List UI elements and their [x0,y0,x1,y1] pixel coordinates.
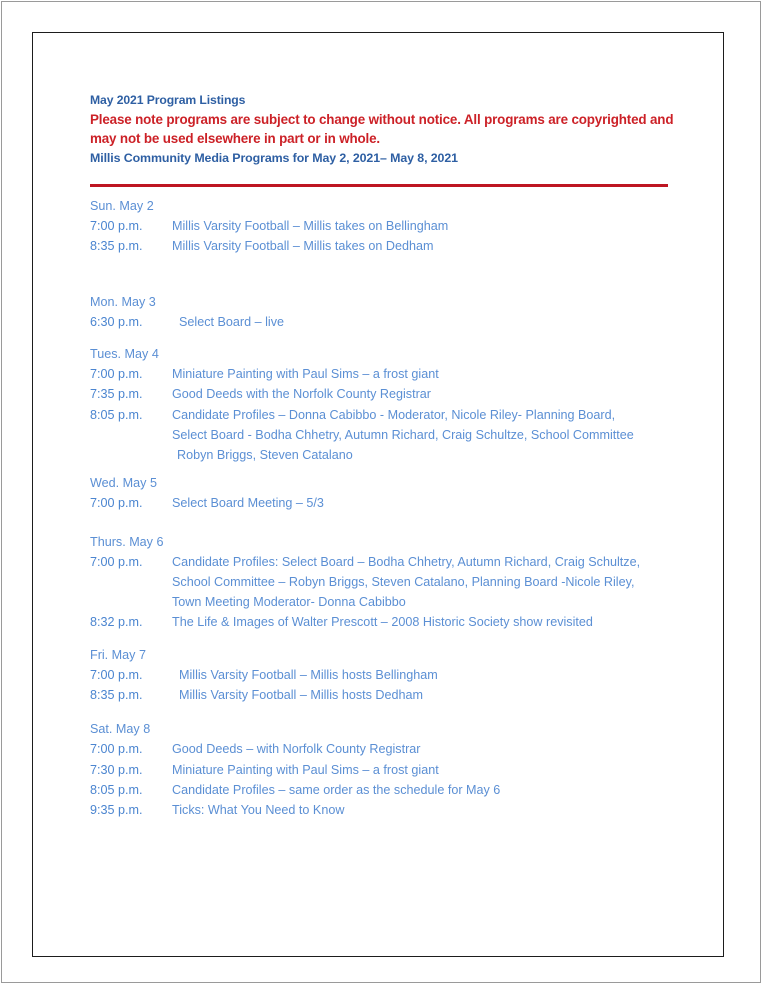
horizontal-divider [90,184,668,187]
program-entry [90,665,690,685]
program-time: 7:00 p.m. [90,367,143,382]
program-description-line: Select Board – live [179,314,285,329]
program-entry [90,685,690,705]
program-entry [90,216,690,236]
program-time: 6:30 p.m. [90,314,143,329]
section-spacer [90,257,690,292]
program-description [172,800,690,820]
program-entry [90,312,690,332]
program-schedule [90,196,690,820]
program-entry [90,552,690,613]
program-time: 8:05 p.m. [90,407,143,422]
program-time: 7:35 p.m. [90,387,143,402]
program-description-line: School Committee – Robyn Briggs, Steven Catalano, Planning Board -Nicole Riley, [172,575,635,590]
program-time: 7:00 p.m. [90,496,143,511]
program-time: 9:35 p.m. [90,803,143,818]
program-time: 8:35 p.m. [90,688,143,703]
program-description [172,236,690,256]
day-heading: Sat. May 8 [90,722,151,737]
program-description [172,364,690,384]
program-entry [90,236,690,256]
program-description-line: Select Board Meeting – 5/3 [172,496,324,511]
program-entry [90,405,690,466]
day-block [90,292,690,332]
day-heading: Wed. May 5 [90,476,157,491]
copyright-notice: Please note programs are subject to change without notice. All programs are copyrighted and may not be used elsewhere in part or in whole. [90,111,674,147]
program-description [172,739,690,759]
program-description-line: Miniature Painting with Paul Sims – a frost giant [172,762,439,777]
program-description-line: The Life & Images of Walter Prescott – 2008 Historic Society show revisited [172,615,593,630]
program-entry [90,493,690,513]
section-spacer [90,514,690,532]
program-time: 7:00 p.m. [90,742,143,757]
section-spacer [90,633,690,645]
program-entry [90,612,690,632]
document-page [32,32,724,957]
program-description-line: Candidate Profiles – Donna Cabibbo - Moderator, Nicole Riley- Planning Board, [172,407,616,422]
day-block [90,532,690,633]
page-title: May 2021 Program Listings [90,93,246,107]
program-description-line: Millis Varsity Football – Millis takes on Dedham [172,239,434,254]
program-description [172,405,690,466]
program-entry [90,780,690,800]
program-description-line: Town Meeting Moderator- Donna Cabibbo [172,595,406,610]
day-block [90,344,690,465]
program-description [172,552,690,613]
program-time: 7:30 p.m. [90,762,143,777]
day-heading: Fri. May 7 [90,647,146,662]
program-time: 7:00 p.m. [90,554,143,569]
day-heading: Mon. May 3 [90,294,156,309]
day-heading: Sun. May 2 [90,199,154,213]
program-description [172,493,690,513]
program-description-line: Miniature Painting with Paul Sims – a frost giant [172,367,439,382]
program-description-line: Good Deeds – with Norfolk County Registrar [172,742,421,757]
program-description-line: Robyn Briggs, Steven Catalano [177,448,353,463]
day-block [90,719,690,820]
program-description-line: Candidate Profiles – same order as the schedule for May 6 [172,782,501,797]
header-block [90,91,674,168]
program-description-line: Ticks: What You Need to Know [172,803,345,818]
program-description [172,384,690,404]
program-entry [90,760,690,780]
program-description [172,760,690,780]
program-time: 8:35 p.m. [90,239,143,254]
day-block [90,196,690,257]
program-description [179,312,690,332]
program-description-line: Good Deeds with the Norfolk County Registrar [172,387,431,402]
scanned-image-frame [1,1,761,983]
day-heading: Thurs. May 6 [90,534,164,549]
program-description-line: Millis Varsity Football – Millis hosts Bellingham [179,667,438,682]
program-description [179,685,690,705]
program-time: 7:00 p.m. [90,667,143,682]
program-description [172,612,690,632]
program-entry [90,384,690,404]
program-entry [90,739,690,759]
program-description-line: Millis Varsity Football – Millis hosts Dedham [179,688,424,703]
program-description-line: Millis Varsity Football – Millis takes on Bellingham [172,219,449,234]
program-time: 8:32 p.m. [90,615,143,630]
date-range-heading: Millis Community Media Programs for May 2, 2021– May 8, 2021 [90,150,458,165]
section-spacer [90,465,690,473]
program-entry [90,364,690,384]
program-description-line: Select Board - Bodha Chhetry, Autumn Richard, Craig Schultze, School Committee [172,427,634,442]
program-description [172,216,690,236]
day-block [90,473,690,513]
program-time: 8:05 p.m. [90,782,143,797]
program-time: 7:00 p.m. [90,219,143,234]
program-description-line: Candidate Profiles: Select Board – Bodha Chhetry, Autumn Richard, Craig Schultze, [172,554,641,569]
section-spacer [90,705,690,719]
program-description [172,780,690,800]
day-heading: Tues. May 4 [90,347,159,362]
day-block [90,645,690,706]
program-description [179,665,690,685]
program-entry [90,800,690,820]
section-spacer [90,332,690,344]
